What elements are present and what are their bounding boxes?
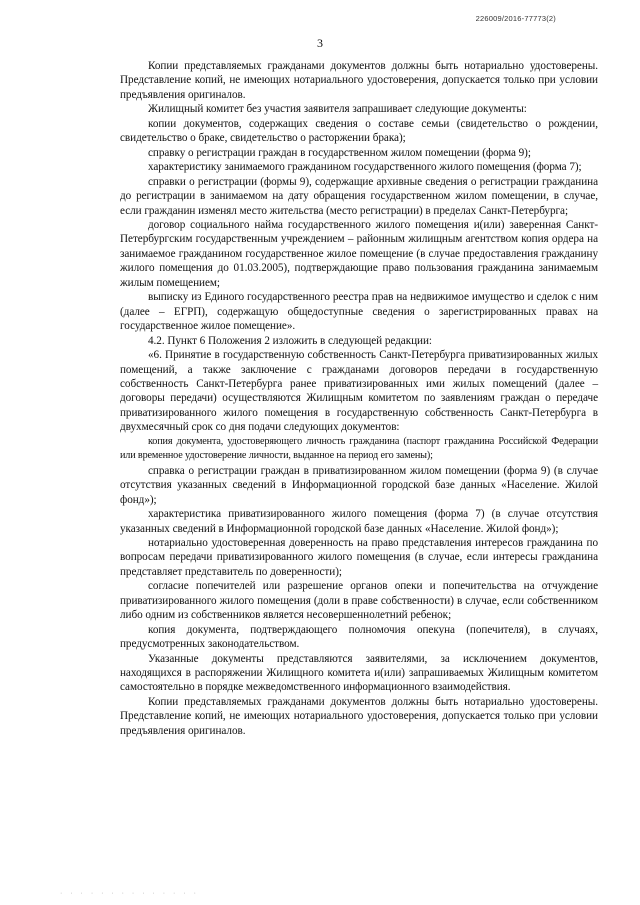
- list-item-archive-registration: справки о регистрации (формы 9), содержащие архивные сведения о регистрации гражданина до регистрации в занимаемом на дату обращения государственном жилом помещении, в случае, если гражданин изменял место жительства (место регистрации) в пределах Санкт-Петербурга;: [120, 175, 598, 217]
- paragraph-copies-notarization: Копии представляемых гражданами документов должны быть нотариально удостоверены. Представление копий, не имеющих нотариального удостоверения, допускается только при условии предъявления оригиналов.: [120, 60, 598, 101]
- list-item-family-documents: копии документов, содержащих сведения о составе семьи (свидетельство о рождении, свидетельство о браке, свидетельство о расторжении брака);: [120, 117, 598, 145]
- paragraph-section-4-2: 4.2. Пункт 6 Положения 2 изложить в следующей редакции:: [148, 334, 432, 347]
- paragraph-copies-notarization-final: Копии представляемых гражданами документов должны быть нотариально удостоверены. Представление копий, не имеющих нотариального удостоверения, допускается только при условии предъявления оригиналов.: [120, 695, 598, 737]
- list-item-housing-characteristic: характеристику занимаемого гражданином государственного жилого помещения (форма 7);: [148, 161, 582, 174]
- list-item-guardian-authority: копия документа, подтверждающего полномочия опекуна (попечителя), в случаях, предусмотренных законодательством.: [120, 623, 598, 651]
- list-item-egrp-extract: выписку из Единого государственного реестра прав на недвижимое имущество и сделок с ним (далее – ЕГРП), содержащую общедоступные сведения о зарегистрированных правах на государственное жилое помещение».: [120, 291, 598, 333]
- paragraph-committee-requests: Жилищный комитет без участия заявителя запрашивает следующие документы:: [148, 103, 527, 116]
- document-body: [120, 59, 598, 738]
- list-item-guardian-consent: согласие попечителей или разрешение органов опеки и попечительства на отчуждение приватизированного жилого помещения (доли в праве собственности) в случае, если собственником либо одним из собственников является несовершеннолетний ребенок;: [120, 580, 598, 622]
- document-registration-number: 226009/2016-77773(2): [475, 14, 556, 23]
- paragraph-documents-submission: Указанные документы представляются заявителями, за исключением документов, находящихся в распоряжении Жилищного комитета и(или) запрашиваемых Жилищным комитетом самостоятельно в порядке межведомственного информационного взаимодействия.: [120, 652, 598, 694]
- paragraph-clause-6: «6. Принятие в государственную собственность Санкт-Петербурга приватизированных жилых помещений, а также заключение с гражданами договоров передачи в государственную собственность Санкт-Петербурга ранее приватизированных ими жилых помещений (далее – договоры передачи) осуществляются Жилищным комитетом по заявлениям граждан о передаче приватизированного жилого помещения в государственную собственность Санкт-Петербурга в двухмесячный срок со дня подачи следующих документов:: [120, 349, 598, 434]
- list-item-characteristic-form-7: характеристика приватизированного жилого помещения (форма 7) (в случае отсутствия указанных сведений в Информационной городской базе данных «Население. Жилой фонд»);: [120, 508, 598, 535]
- list-item-power-of-attorney: нотариально удостоверенная доверенность на право представления интересов гражданина по вопросам передачи приватизированного жилого помещения (в случае, если интересы гражданина представляет представитель по доверенности);: [120, 536, 598, 578]
- list-item-social-lease-contract: договор социального найма государственного жилого помещения и(или) заверенная Санкт-Петербургским государственным учреждением – районным жилищным агентством копия ордера на занимаемое гражданином государственное жилое помещение (в случае предоставления гражданину жилого помещения до 01.03.2005), подтверждающие право пользования гражданина занимаемым жилым помещением;: [120, 218, 598, 289]
- list-item-registration-certificate: справку о регистрации граждан в государственном жилом помещении (форма 9);: [148, 146, 531, 159]
- list-item-identity-document: копия документа, удостоверяющего личность гражданина (паспорт гражданина Российской Федерации или временное удостоверение личности, выданное на период его замены);: [120, 435, 598, 462]
- page-number: 3: [317, 36, 323, 50]
- scan-artifact-marks: · · · · · · · · · · · · · ·: [60, 890, 199, 897]
- list-item-registration-form-9: справка о регистрации граждан в приватизированном жилом помещении (форма 9) (в случае отсутствия указанных сведений в Информационной городской базе данных «Население. Жилой фонд»);: [120, 464, 598, 506]
